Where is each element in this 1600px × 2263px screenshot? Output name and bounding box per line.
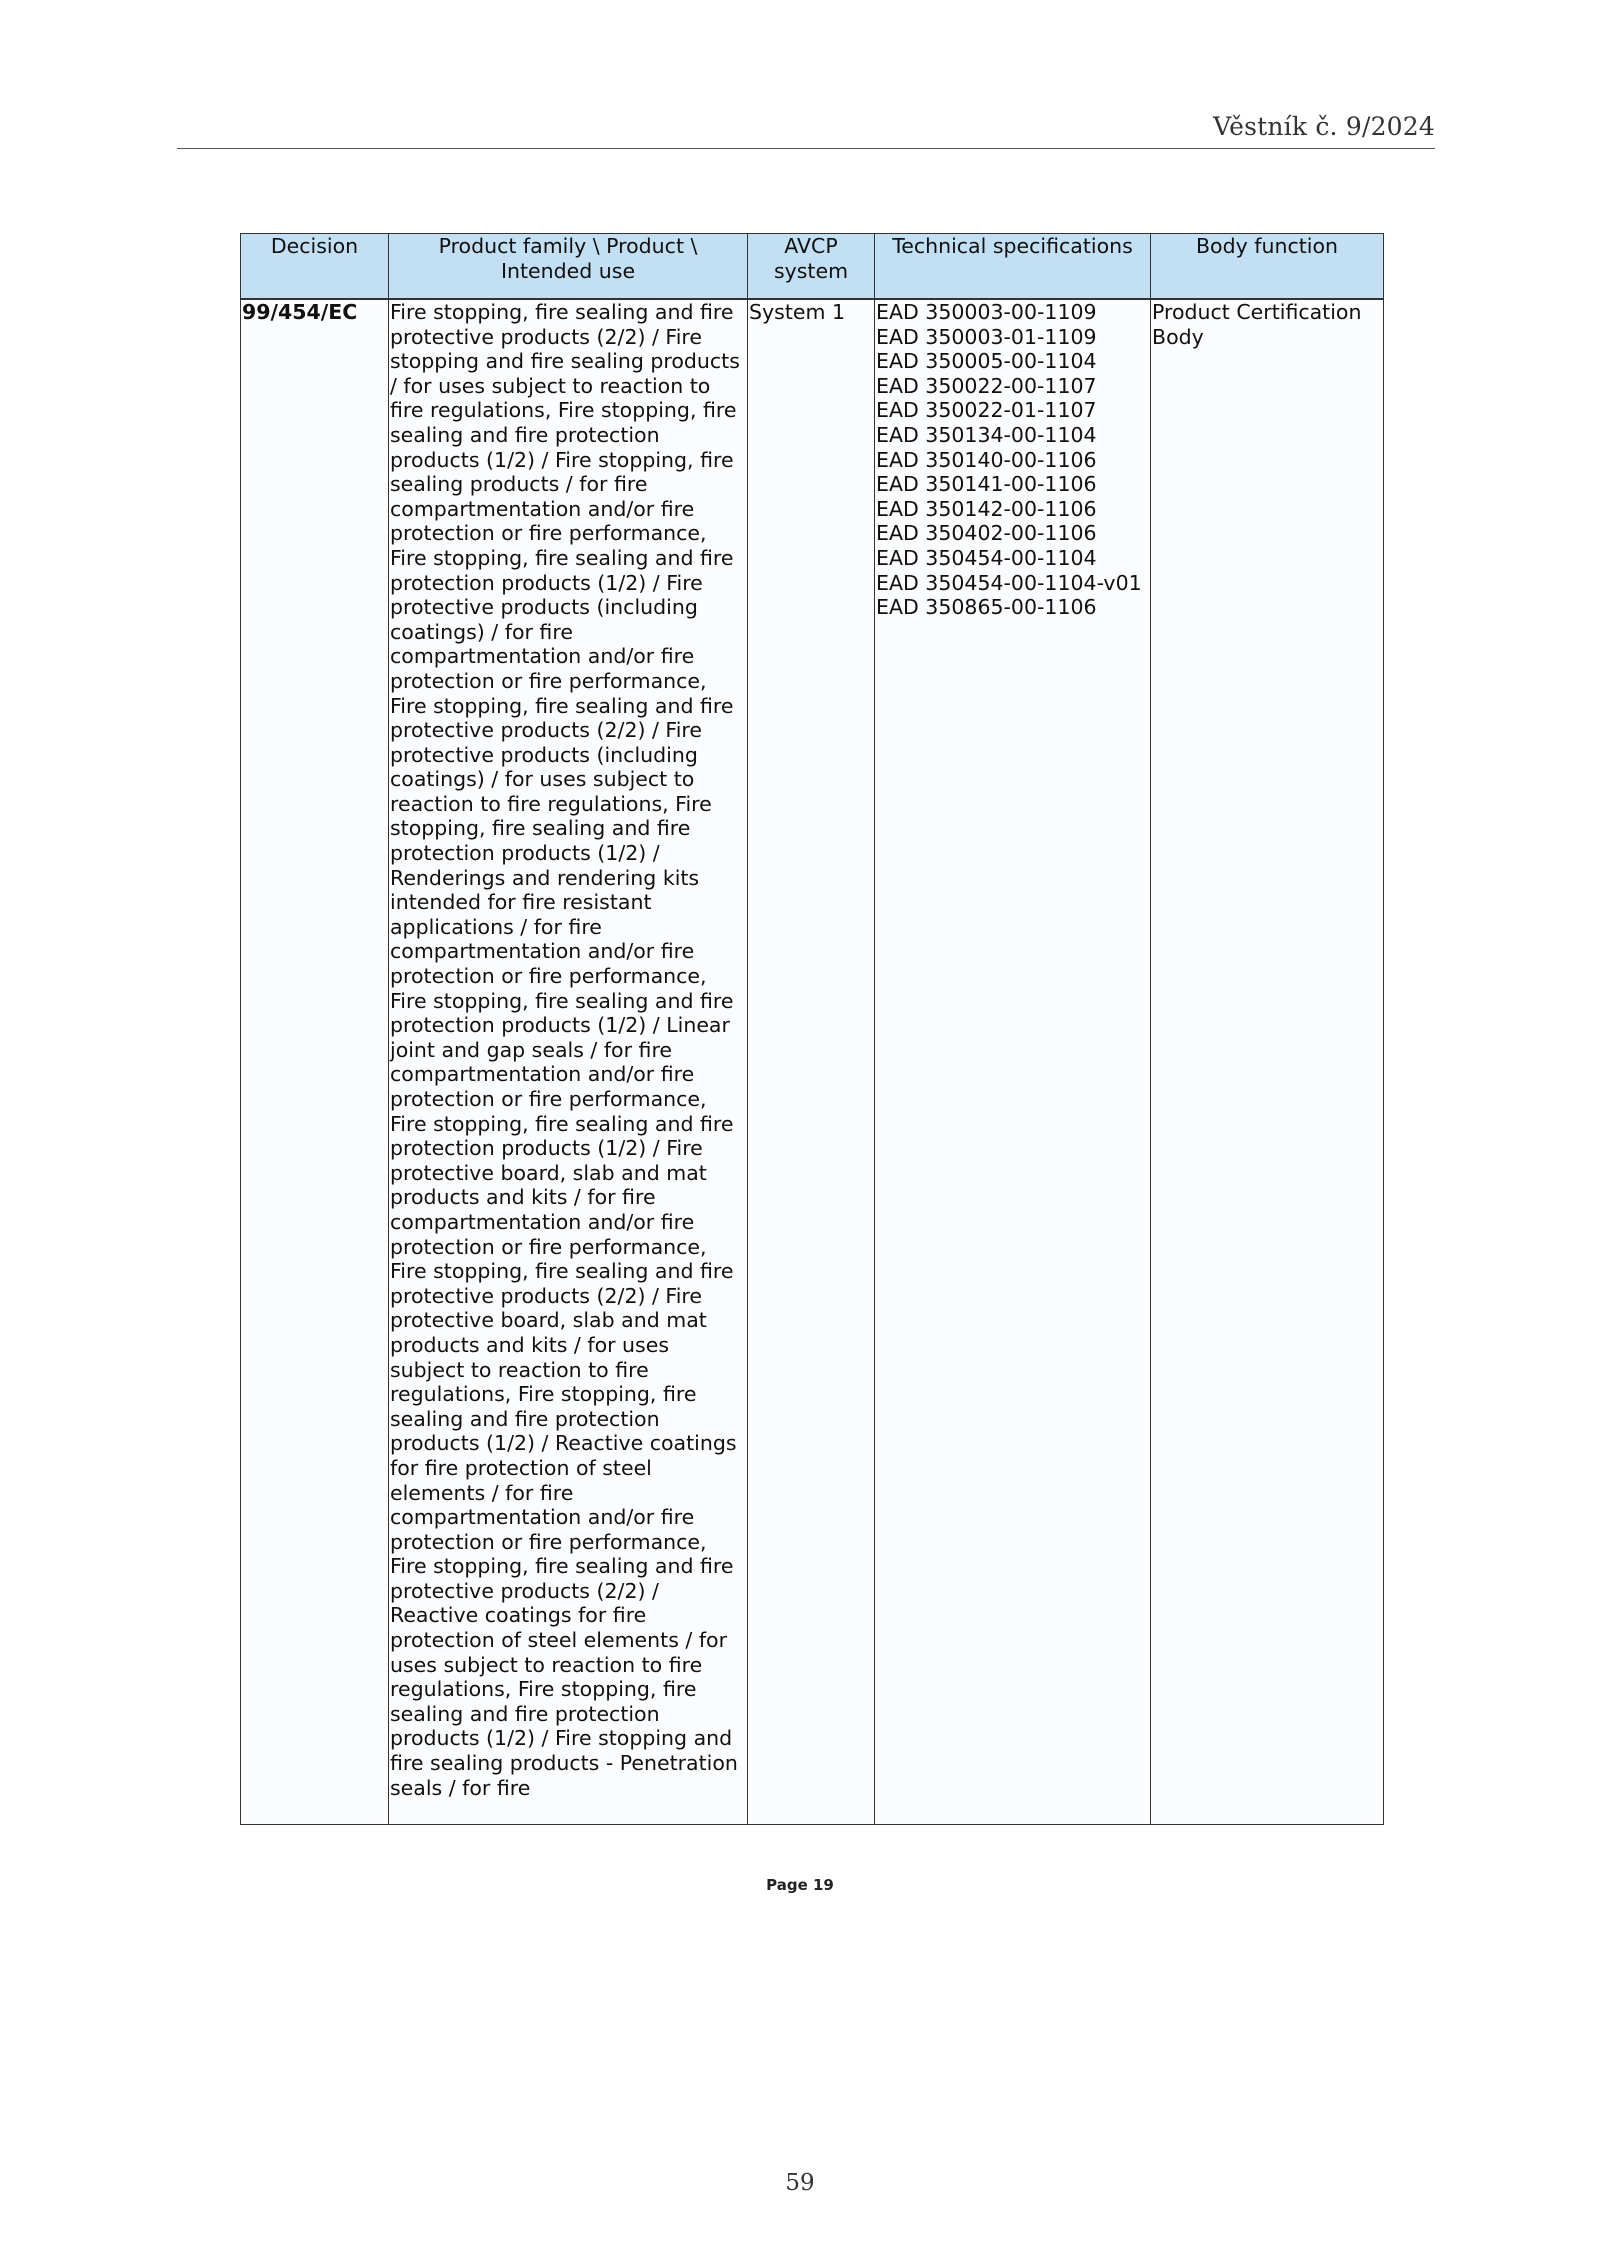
spec-item: EAD 350003-00-1109: [876, 300, 1097, 324]
journal-title: Věstník č. 9/2024: [1213, 112, 1435, 141]
page-label: Page 19: [766, 1876, 834, 1894]
spec-item: EAD 350140-00-1106: [876, 447, 1097, 472]
running-header: [177, 112, 1435, 149]
decision-cell: 99/454/EC: [241, 300, 389, 1825]
spec-item: EAD 350402-00-1106: [876, 521, 1097, 546]
table-row: [241, 300, 1384, 1825]
specifications-cell: [875, 300, 1151, 1825]
spec-item: EAD 350141-00-1106: [876, 472, 1097, 497]
spec-item: EAD 350022-01-1107: [876, 398, 1097, 423]
spec-item: EAD 350454-00-1104: [876, 545, 1097, 570]
col-header-decision: Decision: [241, 234, 389, 299]
spec-item: EAD 350134-00-1104: [876, 422, 1097, 447]
page-number: 59: [785, 2170, 815, 2196]
col-header-body-function: Body function: [1151, 234, 1384, 299]
spec-item: EAD 350142-00-1106: [876, 496, 1097, 521]
spec-item: EAD 350005-00-1104: [876, 349, 1097, 374]
spec-item: EAD 350454-00-1104-v01: [876, 570, 1142, 595]
avcp-cell: System 1: [748, 300, 875, 1825]
certification-table: [240, 233, 1384, 1825]
body-function-cell: Product Certification Body: [1151, 300, 1384, 1825]
col-header-avcp: AVCP system: [748, 234, 875, 299]
col-header-specifications: Technical specifications: [875, 234, 1151, 299]
product-cell: Fire stopping, fire sealing and fire protective products (2/2) / Fire stopping and fire sealing products / for uses subject to reaction to fire regulations, Fire stopping, fire sealing and fire protection products (1/2) / Fire stopping, fire sealing products / for fire compartmentation and/or fire protection or fire performance, Fire stopping, fire sealing and fire protection products (1/2) / Fire protective products (including coatings) / for fire compartmentation and/or fire protection or fire performance, Fire stopping, fire sealing and fire protective products (2/2) / Fire protective products (including coatings) / for uses subject to reaction to fire regulations, Fire stopping, fire sealing and fire protection products (1/2) / Renderings and rendering kits intended for fire resistant applications / for fire compartmentation and/or fire protection or fire performance, Fire stopping, fire sealing and fire protection products (1/2) / Linear joint and gap seals / for fire compartmentation and/or fire protection or fire performance, Fire stopping, fire sealing and fire protection products (1/2) / Fire protective board, slab and mat products and kits / for fire compartmentation and/or fire protection or fire performance, Fire stopping, fire sealing and fire protective products (2/2) / Fire protective board, slab and mat products and kits / for uses subject to reaction to fire regulations, Fire stopping, fire sealing and fire protection products (1/2) / Reactive coatings for fire protection of steel elements / for fire compartmentation and/or fire protection or fire performance, Fire stopping, fire sealing and fire protective products (2/2) / Reactive coatings for fire protection of steel elements / for uses subject to reaction to fire regulations, Fire stopping, fire sealing and fire protection products (1/2) / Fire stopping and fire sealing products - Penetration seals / for fire: [389, 300, 748, 1825]
col-header-product: Product family \ Product \ Intended use: [389, 234, 748, 299]
table-header-row: [241, 234, 1384, 299]
spec-item: EAD 350003-01-1109: [876, 324, 1097, 349]
spec-item: EAD 350022-00-1107: [876, 373, 1097, 398]
spec-item: EAD 350865-00-1106: [876, 595, 1097, 620]
